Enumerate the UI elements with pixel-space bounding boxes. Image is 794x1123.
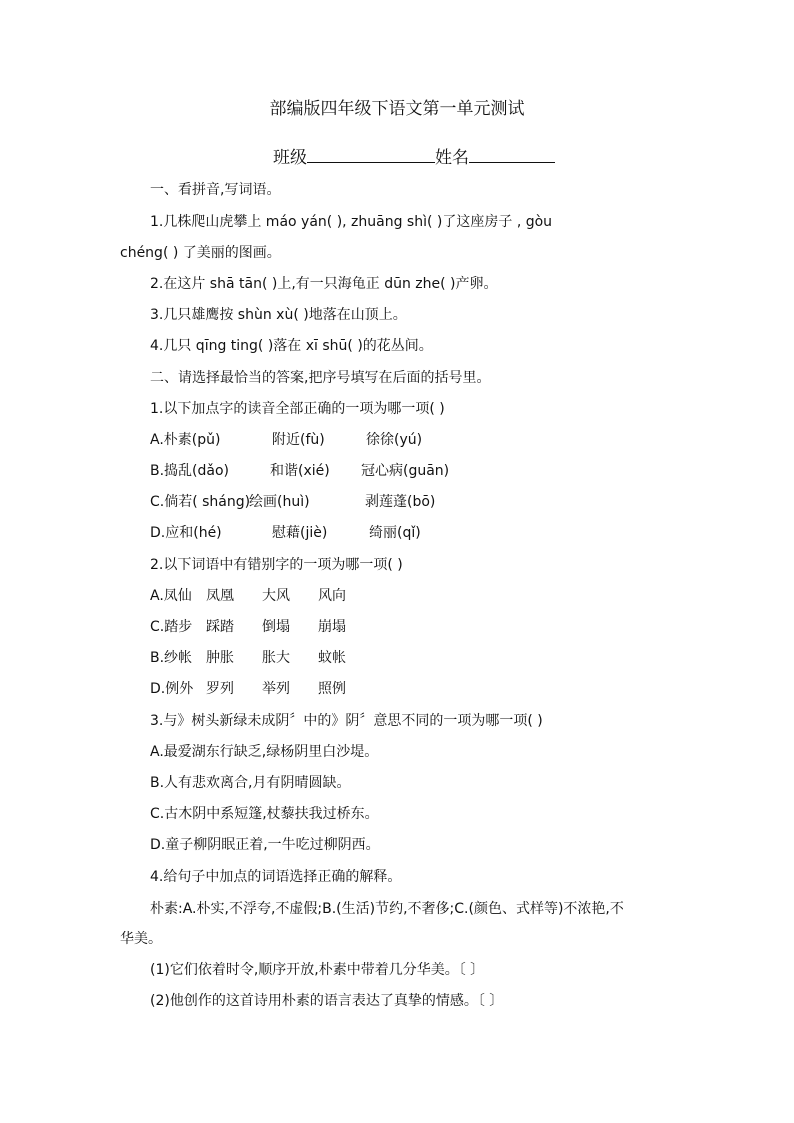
s2-q2-option-d: [150, 679, 346, 699]
class-blank[interactable]: [307, 144, 435, 163]
s2-q4-definition-line-2: 华美。: [120, 931, 162, 947]
option-item: 崩塌: [318, 619, 346, 635]
option-item: 倒塌: [262, 619, 290, 635]
option-item: 附近(fù): [272, 432, 325, 448]
s2-q2-option-b: [150, 648, 346, 668]
option-item: 罗列: [206, 681, 234, 697]
option-item: D.例外: [150, 681, 194, 697]
s2-q1-option-b: [150, 461, 449, 481]
option-item: 冠心病(guān): [361, 463, 450, 479]
s2-q4-sentence-2: (2)他创作的这首诗用朴素的语言表达了真挚的情感。〔 〕: [150, 993, 504, 1009]
option-item: B.纱帐: [150, 650, 193, 666]
s1-question-1-line-2: chéng( ) 了美丽的图画。: [120, 245, 281, 261]
s2-q1-option-c: [150, 492, 435, 512]
s1-question-4: 4.几只 qīng ting( )落在 xī shū( )的花丛间。: [150, 338, 433, 354]
option-item: 蚊帐: [318, 650, 346, 666]
section-2-heading: 二、请选择最恰当的答案,把序号填写在后面的括号里。: [150, 370, 491, 386]
s2-q3-option-b: B.人有悲欢离合,月有阴晴圆缺。: [150, 775, 351, 791]
option-item: A.朴素(pǔ): [150, 432, 221, 448]
s2-question-4-stem: 4.给句子中加点的词语选择正确的解释。: [150, 869, 402, 885]
option-item: 剥莲蓬(bō): [365, 494, 436, 510]
s2-q2-option-c: [150, 617, 346, 637]
s2-question-2-stem: 2.以下词语中有错别字的一项为哪一项( ): [150, 557, 403, 573]
name-label: 姓名: [435, 148, 469, 168]
option-item: A.凤仙: [150, 588, 192, 604]
s2-q3-option-a: A.最爱湖东行缺乏,绿杨阴里白沙堤。: [150, 744, 379, 760]
s2-q3-option-c: C.古木阴中系短篷,杖藜扶我过桥东。: [150, 806, 379, 822]
class-label: 班级: [273, 148, 307, 168]
option-item: 举列: [262, 681, 290, 697]
s2-q1-option-a: [150, 430, 422, 450]
name-blank[interactable]: [469, 144, 555, 163]
option-item: 徐徐(yú): [366, 432, 423, 448]
option-item: C.倘若( sháng): [150, 494, 251, 510]
option-item: C.踏步: [150, 619, 193, 635]
s2-q3-option-d: D.童子柳阴眠正着,一牛吃过柳阴西。: [150, 837, 380, 853]
option-item: 照例: [318, 681, 346, 697]
s1-question-3: 3.几只雄鹰按 shùn xù( )地落在山顶上。: [150, 307, 407, 323]
student-info-line: [273, 144, 555, 170]
option-item: B.捣乱(dǎo): [150, 463, 230, 479]
option-item: 绘画(huì): [249, 494, 310, 510]
s2-q1-option-d: [150, 523, 421, 543]
option-item: 胀大: [262, 650, 290, 666]
option-item: 大风: [262, 588, 290, 604]
s1-question-2: 2.在这片 shā tān( )上,有一只海龟正 dūn zhe( )产卵。: [150, 276, 498, 292]
section-1-heading: 一、看拼音,写词语。: [150, 182, 281, 198]
option-item: 绮丽(qǐ): [369, 525, 421, 541]
page-title: 部编版四年级下语文第一单元测试: [269, 99, 525, 119]
option-item: 和谐(xié): [270, 463, 330, 479]
option-item: 踩踏: [206, 619, 234, 635]
s1-question-1-line-1: 1.几株爬山虎攀上 máo yán( ), zhuāng shì( )了这座房子 , gòu: [150, 214, 553, 230]
option-item: D.应和(hé): [150, 525, 222, 541]
option-item: 慰藉(jiè): [272, 525, 328, 541]
s2-q4-sentence-1: (1)它们依着时令,顺序开放,朴素中带着几分华美。〔 〕: [150, 962, 485, 978]
s2-q2-option-a: [150, 586, 346, 606]
s2-q4-definition-line-1: 朴素:A.朴实,不浮夸,不虚假;B.(生活)节约,不奢侈;C.(颜色、式样等)不浓艳,不: [150, 901, 624, 917]
option-item: 肿胀: [206, 650, 234, 666]
s2-question-3-stem: 3.与》树头新绿未成阴〞中的》阴〞意思不同的一项为哪一项( ): [150, 713, 543, 729]
option-item: 凤凰: [206, 588, 234, 604]
s2-question-1-stem: 1.以下加点字的读音全部正确的一项为哪一项( ): [150, 401, 445, 417]
option-item: 风向: [318, 588, 346, 604]
